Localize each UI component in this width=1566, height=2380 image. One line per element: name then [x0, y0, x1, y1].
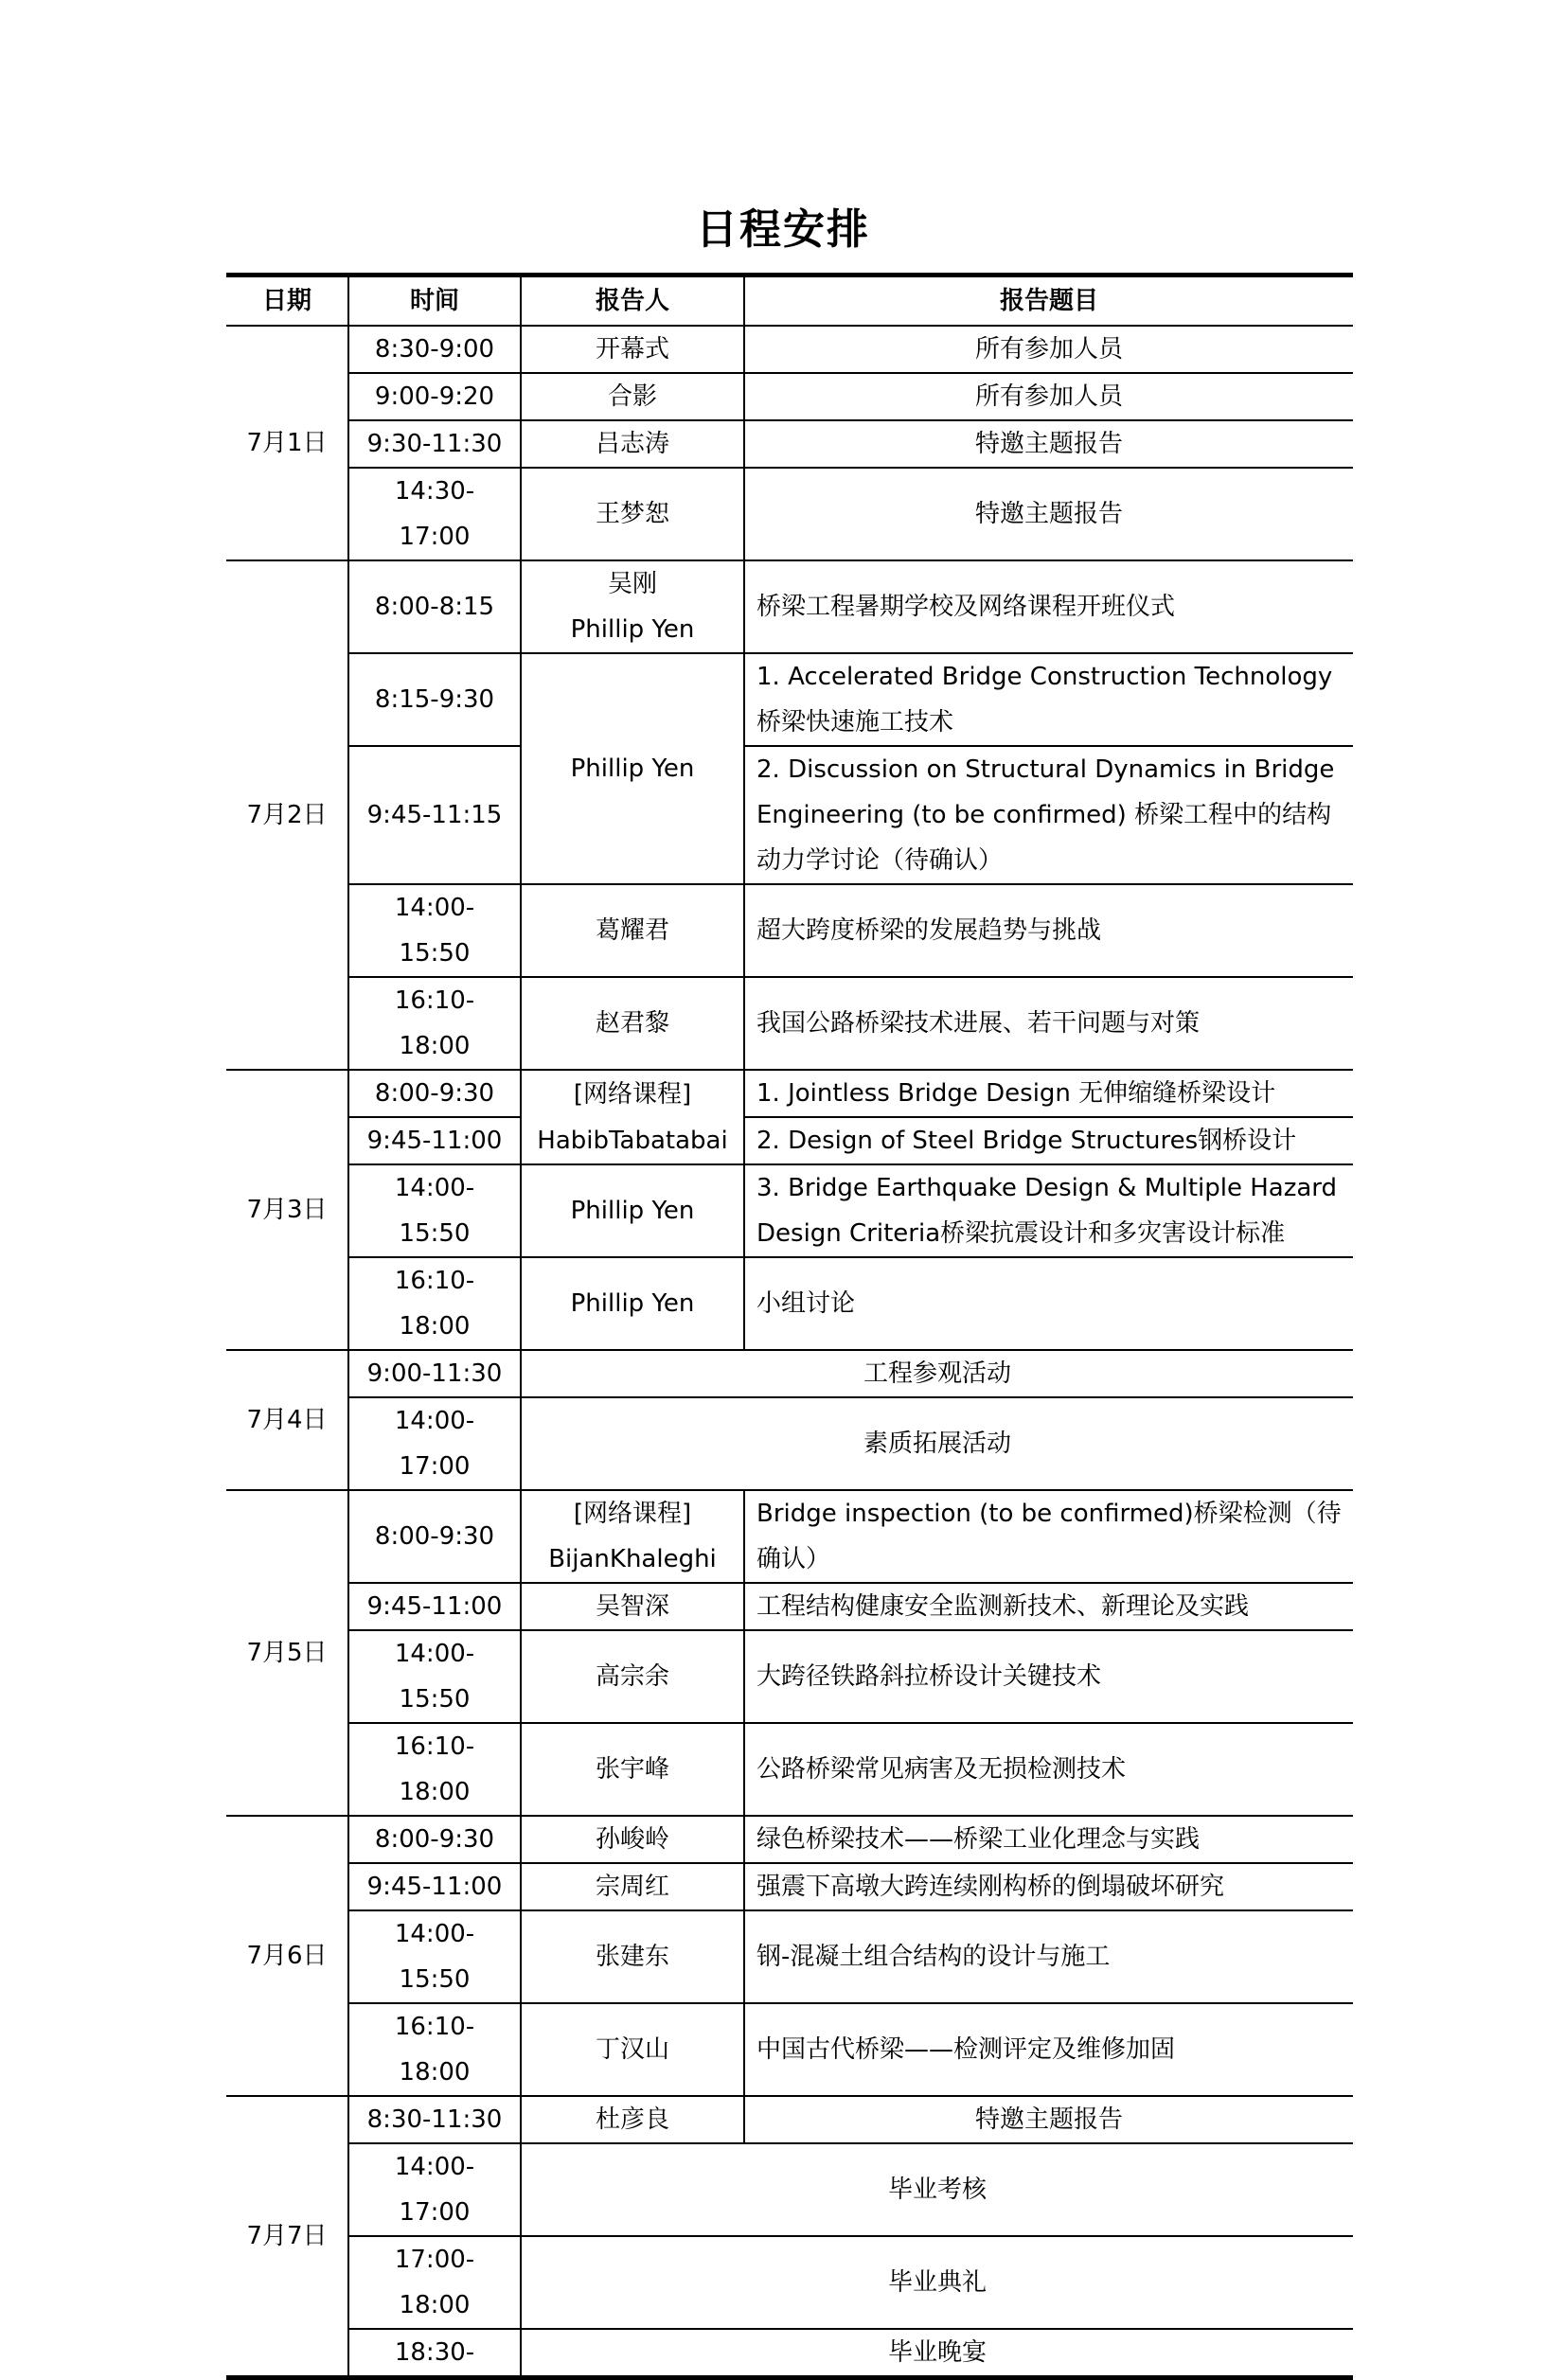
time-cell: 14:00-15:50	[348, 1910, 521, 2003]
table-row	[226, 1723, 1353, 1816]
activity-cell: 毕业晚宴	[521, 2329, 1353, 2378]
topic-cell: 我国公路桥梁技术进展、若干问题与对策	[744, 977, 1353, 1070]
table-row	[226, 1910, 1353, 2003]
table-row	[226, 2003, 1353, 2096]
time-cell: 8:30-11:30	[348, 2096, 521, 2143]
time-cell: 8:15-9:30	[348, 653, 521, 746]
table-row	[226, 1117, 1353, 1164]
table-row	[226, 1350, 1353, 1397]
time-cell: 9:45-11:00	[348, 1583, 521, 1630]
speaker-cell: 开幕式	[521, 326, 744, 373]
topic-line: Bridge inspection (to be confirmed)桥梁检测（待	[756, 1500, 1342, 1528]
speaker-cell: 孙峻岭	[521, 1816, 744, 1863]
time-cell: 16:10-18:00	[348, 1723, 521, 1816]
speaker-line: 吴刚	[607, 570, 657, 598]
topic-cell: 特邀主题报告	[744, 420, 1353, 468]
time-cell: 9:30-11:30	[348, 420, 521, 468]
table-row	[226, 1164, 1353, 1257]
speaker-cell: Phillip Yen	[521, 1257, 744, 1350]
speaker-cell: 高宗余	[521, 1630, 744, 1723]
topic-cell: 特邀主题报告	[744, 468, 1353, 560]
time-cell: 16:10-18:00	[348, 977, 521, 1070]
date-cell: 7月7日	[226, 2096, 348, 2378]
page-title: 日程安排	[696, 205, 870, 254]
speaker-cell: 吴智深	[521, 1583, 744, 1630]
time-cell: 8:00-9:30	[348, 1070, 521, 1117]
speaker-cell: 张建东	[521, 1910, 744, 2003]
topic-line: 确认）	[756, 1545, 831, 1573]
date-cell: 7月4日	[226, 1350, 348, 1490]
topic-line: 桥梁快速施工技术	[756, 708, 954, 737]
topic-cell: 1. Jointless Bridge Design 无伸缩缝桥梁设计	[744, 1070, 1353, 1117]
time-cell: 17:00-18:00	[348, 2236, 521, 2329]
topic-cell: 强震下高墩大跨连续刚构桥的倒塌破坏研究	[744, 1863, 1353, 1910]
topic-cell	[744, 1164, 1353, 1257]
table-row	[226, 653, 1353, 746]
time-cell: 16:10-18:00	[348, 2003, 521, 2096]
schedule-table	[226, 273, 1353, 2380]
time-cell: 9:45-11:00	[348, 1863, 521, 1910]
time-cell: 14:00-15:50	[348, 1164, 521, 1257]
topic-line: 2. Discussion on Structural Dynamics in Bridge	[756, 755, 1335, 784]
topic-cell: 中国古代桥梁——检测评定及维修加固	[744, 2003, 1353, 2096]
speaker-cell	[521, 1490, 744, 1583]
topic-cell: 钢-混凝土组合结构的设计与施工	[744, 1910, 1353, 2003]
topic-cell: 2. Design of Steel Bridge Structures钢桥设计	[744, 1117, 1353, 1164]
topic-cell: 小组讨论	[744, 1257, 1353, 1350]
speaker-cell: HabibTabatabai	[521, 1117, 744, 1164]
topic-line: 3. Bridge Earthquake Design & Multiple Hazard	[756, 1174, 1338, 1202]
speaker-cell	[521, 560, 744, 653]
time-cell: 8:30-9:00	[348, 326, 521, 373]
time-cell: 14:00-15:50	[348, 1630, 521, 1723]
topic-cell	[744, 746, 1353, 884]
column-header-topic: 报告题目	[744, 275, 1353, 327]
topic-cell	[744, 653, 1353, 746]
activity-cell: 毕业典礼	[521, 2236, 1353, 2329]
topic-cell: 工程结构健康安全监测新技术、新理论及实践	[744, 1583, 1353, 1630]
activity-cell: 毕业考核	[521, 2143, 1353, 2236]
table-row	[226, 1583, 1353, 1630]
topic-cell	[744, 1490, 1353, 1583]
topic-line: 1. Accelerated Bridge Construction Technology	[756, 663, 1333, 691]
date-cell: 7月5日	[226, 1490, 348, 1816]
table-row	[226, 468, 1353, 560]
table-row	[226, 1630, 1353, 1723]
table-row	[226, 884, 1353, 977]
column-header-speaker: 报告人	[521, 275, 744, 327]
table-row	[226, 2329, 1353, 2378]
time-cell: 18:30-	[348, 2329, 521, 2378]
topic-cell: 大跨径铁路斜拉桥设计关键技术	[744, 1630, 1353, 1723]
table-row	[226, 326, 1353, 373]
table-row	[226, 1257, 1353, 1350]
table-row	[226, 2236, 1353, 2329]
time-cell: 14:30-17:00	[348, 468, 521, 560]
table-row	[226, 420, 1353, 468]
topic-cell: 特邀主题报告	[744, 2096, 1353, 2143]
topic-line: Engineering (to be confirmed) 桥梁工程中的结构	[756, 801, 1332, 829]
topic-cell: 所有参加人员	[744, 373, 1353, 420]
speaker-cell: 合影	[521, 373, 744, 420]
table-row	[226, 2143, 1353, 2236]
speaker-line: BijanKhaleghi	[548, 1545, 717, 1573]
topic-cell: 公路桥梁常见病害及无损检测技术	[744, 1723, 1353, 1816]
topic-cell: 绿色桥梁技术——桥梁工业化理念与实践	[744, 1816, 1353, 1863]
time-cell: 8:00-9:30	[348, 1816, 521, 1863]
date-cell: 7月6日	[226, 1816, 348, 2096]
table-row	[226, 560, 1353, 653]
table-row	[226, 373, 1353, 420]
topic-cell: 桥梁工程暑期学校及网络课程开班仪式	[744, 560, 1353, 653]
table-row	[226, 977, 1353, 1070]
time-cell: 8:00-9:30	[348, 1490, 521, 1583]
table-row	[226, 746, 1353, 884]
table-row	[226, 1490, 1353, 1583]
speaker-cell: 赵君黎	[521, 977, 744, 1070]
speaker-cell: 张宇峰	[521, 1723, 744, 1816]
time-cell: 9:45-11:00	[348, 1117, 521, 1164]
time-cell: 16:10-18:00	[348, 1257, 521, 1350]
table-row	[226, 1397, 1353, 1490]
time-cell: 14:00-15:50	[348, 884, 521, 977]
speaker-cell: 宗周红	[521, 1863, 744, 1910]
speaker-cell: 杜彦良	[521, 2096, 744, 2143]
time-cell: 8:00-8:15	[348, 560, 521, 653]
speaker-cell: Phillip Yen	[521, 1164, 744, 1257]
speaker-cell: 葛耀君	[521, 884, 744, 977]
time-cell: 9:00-9:20	[348, 373, 521, 420]
time-cell: 9:45-11:15	[348, 746, 521, 884]
time-cell: 14:00-17:00	[348, 1397, 521, 1490]
column-header-time: 时间	[348, 275, 521, 327]
speaker-cell: [网络课程]	[521, 1070, 744, 1117]
speaker-cell: 王梦恕	[521, 468, 744, 560]
table-row	[226, 1070, 1353, 1117]
date-cell: 7月3日	[226, 1070, 348, 1350]
table-header-row	[226, 275, 1353, 327]
activity-cell: 工程参观活动	[521, 1350, 1353, 1397]
time-cell: 14:00-17:00	[348, 2143, 521, 2236]
table-row	[226, 1863, 1353, 1910]
speaker-cell: Phillip Yen	[521, 653, 744, 884]
topic-cell: 所有参加人员	[744, 326, 1353, 373]
date-cell: 7月2日	[226, 560, 348, 1070]
topic-line: 动力学讨论（待确认）	[756, 846, 1004, 875]
activity-cell: 素质拓展活动	[521, 1397, 1353, 1490]
table-row	[226, 1816, 1353, 1863]
speaker-line: Phillip Yen	[570, 615, 695, 644]
topic-line: Design Criteria桥梁抗震设计和多灾害设计标准	[756, 1219, 1286, 1248]
speaker-cell: 吕志涛	[521, 420, 744, 468]
speaker-line: [网络课程]	[573, 1500, 692, 1528]
time-cell: 9:00-11:30	[348, 1350, 521, 1397]
date-cell: 7月1日	[226, 326, 348, 560]
table-row	[226, 2096, 1353, 2143]
speaker-cell: 丁汉山	[521, 2003, 744, 2096]
topic-cell: 超大跨度桥梁的发展趋势与挑战	[744, 884, 1353, 977]
column-header-date: 日期	[226, 275, 348, 327]
